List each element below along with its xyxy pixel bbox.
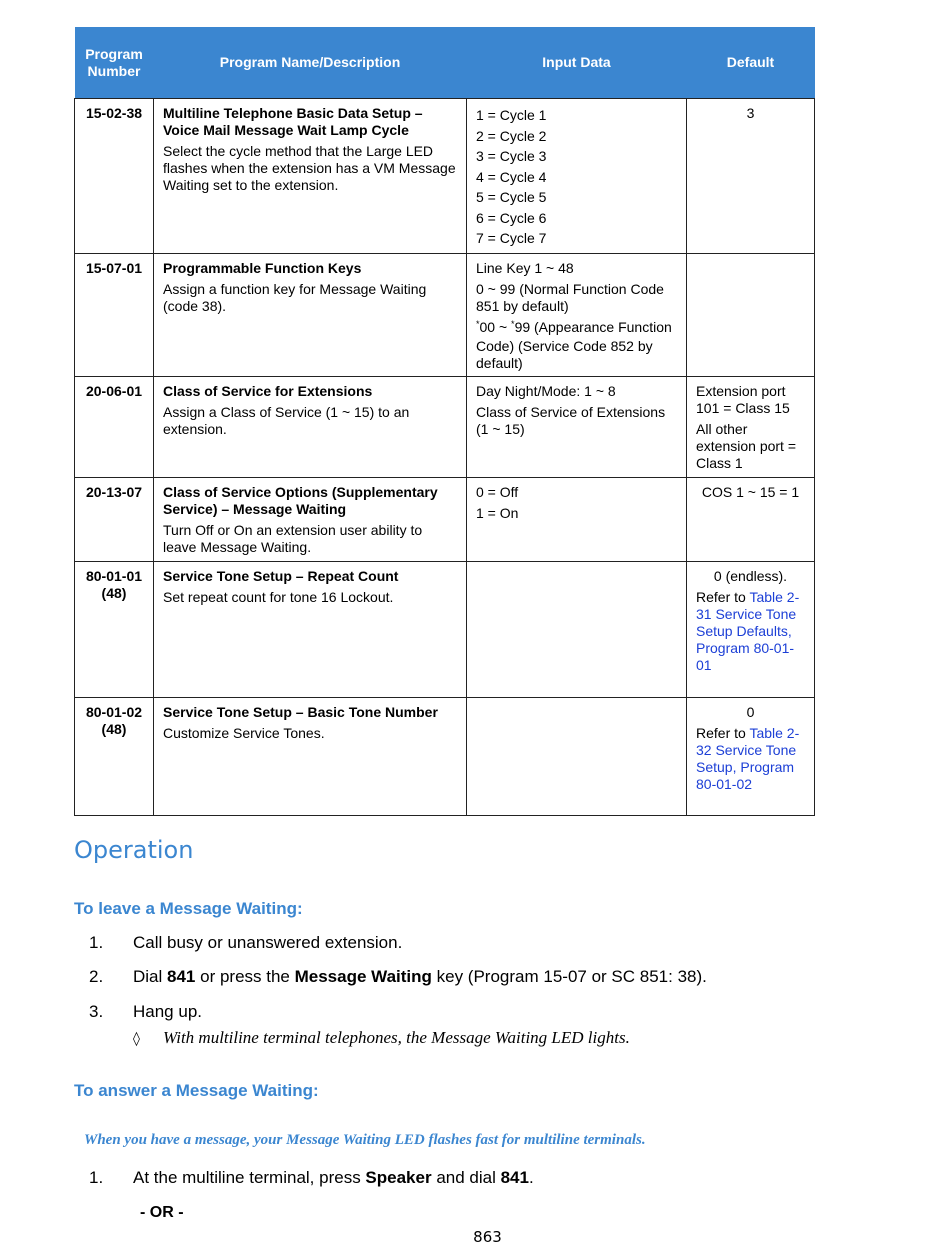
header-input-data: Input Data bbox=[467, 27, 687, 99]
input-line: 1 = Cycle 1 bbox=[476, 107, 547, 123]
input-line: 0 = Off bbox=[476, 483, 519, 500]
program-detail: Select the cycle method that the Large LED flashes when the extension has a VM Message Waiting set to the extension. bbox=[163, 143, 456, 193]
program-number-main: 80-01-02 bbox=[85, 703, 143, 720]
input-data bbox=[467, 99, 687, 254]
default-value: 3 bbox=[687, 99, 815, 254]
refer-to-text: Refer to bbox=[696, 724, 750, 741]
step-number: 1. bbox=[89, 1168, 104, 1187]
dial-code: 841 bbox=[167, 967, 196, 986]
header-program-number: Program Number bbox=[75, 27, 154, 99]
asterisk-mark: * bbox=[511, 318, 515, 329]
key-name: Message Waiting bbox=[294, 967, 432, 986]
input-data bbox=[467, 697, 687, 815]
text-fragment: Dial bbox=[133, 967, 168, 986]
diamond-bullet-icon: ◊ bbox=[133, 1031, 140, 1047]
program-description bbox=[154, 253, 467, 376]
table-row bbox=[75, 376, 815, 477]
table-reference-link[interactable]: Table 2-31 Service Tone Setup Defaults, Program 80-01-01 bbox=[696, 588, 800, 673]
step-number: 1. bbox=[89, 933, 104, 952]
program-table bbox=[74, 27, 815, 816]
default-value bbox=[687, 697, 815, 815]
program-detail: Customize Service Tones. bbox=[163, 724, 325, 741]
default-value: COS 1 ~ 15 = 1 bbox=[687, 477, 815, 561]
input-line: 1 = On bbox=[476, 504, 519, 521]
note-text: With multiline terminal telephones, the Message Waiting LED lights. bbox=[163, 1028, 630, 1047]
text-fragment: or press the bbox=[195, 967, 295, 986]
program-title: Service Tone Setup – Repeat Count bbox=[163, 567, 399, 584]
input-line: Class of Service of Extensions (1 ~ 15) bbox=[476, 403, 666, 437]
table-row bbox=[75, 477, 815, 561]
program-detail: Set repeat count for tone 16 Lockout. bbox=[163, 588, 394, 605]
default-reference bbox=[696, 589, 805, 674]
input-fragment: 00 ~ bbox=[479, 318, 512, 335]
program-detail: Turn Off or On an extension user ability to leave Message Waiting. bbox=[163, 521, 423, 555]
step-text: Hang up. bbox=[133, 1002, 202, 1021]
table-header-row bbox=[75, 27, 815, 99]
refer-to-text: Refer to bbox=[696, 588, 750, 605]
program-number bbox=[75, 697, 154, 815]
input-line: Line Key 1 ~ 48 bbox=[476, 259, 574, 276]
input-line: 5 = Cycle 5 bbox=[476, 189, 547, 205]
program-detail: Assign a Class of Service (1 ~ 15) to an extension. bbox=[163, 403, 410, 437]
led-note bbox=[133, 1028, 630, 1048]
step-text bbox=[133, 1168, 534, 1188]
program-number: 15-07-01 bbox=[75, 253, 154, 376]
input-data bbox=[467, 477, 687, 561]
program-description bbox=[154, 477, 467, 561]
program-title: Programmable Function Keys bbox=[163, 259, 362, 276]
program-number: 20-13-07 bbox=[75, 477, 154, 561]
program-detail: Assign a function key for Message Waiting (code 38). bbox=[163, 280, 427, 314]
header-default: Default bbox=[687, 27, 815, 99]
answer-message-heading: To answer a Message Waiting: bbox=[74, 1081, 319, 1100]
leave-message-heading: To leave a Message Waiting: bbox=[74, 899, 303, 918]
default-line: 0 bbox=[746, 703, 755, 720]
text-fragment: At the multiline terminal, press bbox=[133, 1168, 366, 1187]
or-separator: - OR - bbox=[140, 1204, 184, 1221]
program-title: Service Tone Setup – Basic Tone Number bbox=[163, 703, 438, 720]
table-row bbox=[75, 561, 815, 697]
input-line bbox=[476, 319, 677, 372]
step-number: 3. bbox=[89, 1002, 104, 1021]
input-line: 6 = Cycle 6 bbox=[476, 209, 547, 226]
program-number-main: 80-01-01 bbox=[85, 567, 143, 584]
program-number-sub: (48) bbox=[101, 720, 127, 737]
program-number bbox=[75, 561, 154, 697]
table-row bbox=[75, 253, 815, 376]
text-fragment: . bbox=[528, 1168, 534, 1187]
dial-code: 841 bbox=[500, 1168, 529, 1187]
default-reference bbox=[696, 725, 805, 793]
program-title: Multiline Telephone Basic Data Setup – Voice Mail Message Wait Lamp Cycle bbox=[163, 105, 423, 138]
default-line: All other extension port = Class 1 bbox=[696, 420, 797, 471]
step-text: Call busy or unanswered extension. bbox=[133, 933, 403, 952]
input-line: 7 = Cycle 7 bbox=[476, 230, 547, 246]
operation-heading: Operation bbox=[74, 836, 194, 864]
default-value bbox=[687, 253, 815, 376]
step-number: 2. bbox=[89, 967, 104, 986]
default-value bbox=[687, 376, 815, 477]
input-fragment: 99 (Appearance Function Code) (Service Code 852 by default) bbox=[476, 318, 672, 371]
text-fragment: and dial bbox=[431, 1168, 501, 1187]
program-description bbox=[154, 697, 467, 815]
default-value bbox=[687, 561, 815, 697]
table-row bbox=[75, 99, 815, 254]
input-data bbox=[467, 561, 687, 697]
page-number: 863 bbox=[473, 1228, 502, 1246]
table-row bbox=[75, 697, 815, 815]
table-reference-link[interactable]: Table 2-32 Service Tone Setup, Program 80-01-02 bbox=[696, 724, 800, 792]
header-program-name: Program Name/Description bbox=[154, 27, 467, 99]
input-data bbox=[467, 253, 687, 376]
program-description bbox=[154, 376, 467, 477]
input-line: 3 = Cycle 3 bbox=[476, 148, 547, 164]
input-line: 2 = Cycle 2 bbox=[476, 127, 547, 144]
text-fragment: key (Program 15-07 or SC 851: 38). bbox=[431, 967, 707, 986]
program-description bbox=[154, 99, 467, 254]
input-line: 4 = Cycle 4 bbox=[476, 168, 547, 185]
input-line: 0 ~ 99 (Normal Function Code 851 by default) bbox=[476, 280, 664, 314]
step-text bbox=[133, 967, 707, 987]
answer-note: When you have a message, your Message Waiting LED flashes fast for multiline terminals. bbox=[84, 1132, 646, 1148]
program-number: 20-06-01 bbox=[75, 376, 154, 477]
default-line: 0 (endless). bbox=[713, 567, 788, 584]
program-title: Class of Service Options (Supplementary Service) – Message Waiting bbox=[163, 483, 438, 517]
program-number: 15-02-38 bbox=[75, 99, 154, 254]
input-line: Day Night/Mode: 1 ~ 8 bbox=[476, 382, 616, 399]
program-description bbox=[154, 561, 467, 697]
asterisk-mark: * bbox=[476, 318, 480, 329]
program-number-sub: (48) bbox=[101, 584, 127, 601]
key-name: Speaker bbox=[365, 1168, 432, 1187]
input-data bbox=[467, 376, 687, 477]
program-title: Class of Service for Extensions bbox=[163, 382, 373, 399]
default-line: Extension port 101 = Class 15 bbox=[696, 382, 790, 416]
